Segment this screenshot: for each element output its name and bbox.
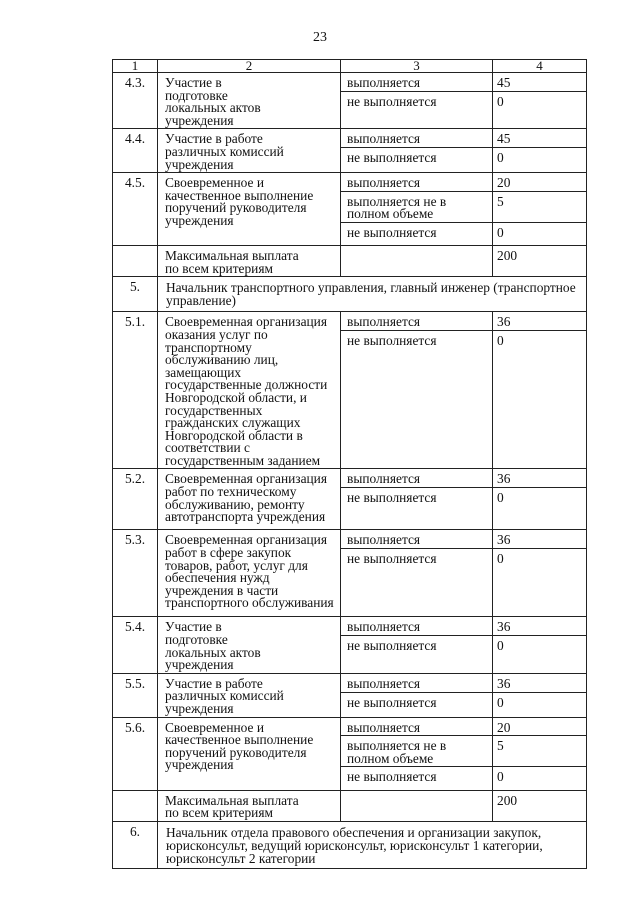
- value-text: 36: [497, 314, 511, 330]
- value-cell: [493, 767, 587, 790]
- row-number: [113, 129, 158, 173]
- status-cell: [341, 92, 493, 129]
- section-title-cell: [158, 821, 587, 868]
- value-text: 36: [497, 471, 511, 487]
- status-text: выполняется: [347, 532, 421, 548]
- row-number: [113, 617, 158, 673]
- criterion-text: Своевременная организация оказания услуг по транспортному обслуживанию лиц, замещающих государственные должности Новгородской области, и государственных гражданских служащих Новгородской области в соответствии с государственным заданием: [165, 314, 328, 468]
- criterion-text: Участие в подготовке локальных актов учреждения: [165, 619, 261, 673]
- value-text: 0: [497, 150, 504, 166]
- value-cell: [493, 549, 587, 617]
- value-text: 36: [497, 675, 511, 691]
- value-text: 0: [497, 490, 504, 506]
- status-cell: [341, 717, 493, 736]
- value-cell: [493, 312, 587, 331]
- row-number-text: 5.: [129, 279, 141, 295]
- table-row: [113, 312, 587, 331]
- value-cell: [493, 246, 587, 277]
- value-text: 45: [497, 131, 511, 147]
- value-cell: [493, 173, 587, 192]
- column-header-2: 2: [158, 60, 341, 73]
- criterion-cell: [158, 73, 341, 129]
- row-number-text: 5.1.: [124, 314, 146, 330]
- status-text: выполняется: [347, 175, 421, 191]
- status-cell: [341, 469, 493, 488]
- row-number: [113, 312, 158, 469]
- table-row: [113, 469, 587, 488]
- status-text: выполняется не в полном объеме: [347, 738, 447, 766]
- status-text: выполняется: [347, 131, 421, 147]
- status-cell: [341, 636, 493, 673]
- status-text: не выполняется: [347, 333, 437, 349]
- value-cell: [493, 717, 587, 736]
- status-text: не выполняется: [347, 224, 437, 240]
- status-cell: [341, 148, 493, 173]
- value-text: 0: [497, 769, 504, 785]
- criterion-text: Своевременная организация работ в сфере закупок товаров, работ, услуг для обеспечения нужд учреждения в части транспортного обслуживания: [165, 532, 334, 611]
- value-cell: [493, 617, 587, 636]
- status-cell: [341, 790, 493, 821]
- max-payment-row: [113, 246, 587, 277]
- status-text: не выполняется: [347, 150, 437, 166]
- value-text: 0: [497, 551, 504, 567]
- status-cell: [341, 736, 493, 767]
- value-cell: [493, 92, 587, 129]
- max-payment-label: Максимальная выплата по всем критериям: [165, 248, 299, 276]
- value-text: 36: [497, 619, 511, 635]
- value-text: 0: [497, 224, 504, 240]
- status-text: не выполняется: [347, 638, 437, 654]
- table-row: [113, 173, 587, 192]
- status-cell: [341, 617, 493, 636]
- section-row: [113, 277, 587, 312]
- criterion-cell: [158, 673, 341, 717]
- status-text: выполняется не в полном объеме: [347, 193, 447, 222]
- criterion-text: Участие в работе различных комиссий учреждения: [165, 675, 284, 717]
- status-cell: [341, 530, 493, 549]
- criterion-cell: [158, 617, 341, 673]
- status-text: выполняется: [347, 75, 421, 90]
- table-row: [113, 73, 587, 92]
- criterion-text: Участие в подготовке локальных актов учреждения: [165, 75, 261, 128]
- criterion-cell: [158, 790, 341, 821]
- row-number: [113, 790, 158, 821]
- status-text: не выполняется: [347, 490, 437, 506]
- value-text: 0: [497, 638, 504, 654]
- row-number: [113, 469, 158, 530]
- column-header-3: 3: [341, 60, 493, 73]
- column-header-4: 4: [493, 60, 587, 73]
- criterion-cell: [158, 469, 341, 530]
- value-cell: [493, 129, 587, 148]
- criterion-text: Своевременное и качественное выполнение поручений руководителя учреждения: [165, 175, 314, 228]
- value-cell: [493, 331, 587, 469]
- value-text: 20: [497, 175, 511, 191]
- value-cell: [493, 636, 587, 673]
- status-text: не выполняется: [347, 551, 437, 567]
- row-number: [113, 246, 158, 277]
- value-text: 45: [497, 75, 511, 90]
- table-row: [113, 617, 587, 636]
- criterion-text: Своевременное и качественное выполнение поручений руководителя учреждения: [165, 719, 314, 773]
- value-text: 0: [497, 333, 504, 349]
- row-number: [113, 173, 158, 246]
- value-text: 0: [497, 694, 504, 710]
- value-text: 5: [497, 738, 504, 754]
- status-text: не выполняется: [347, 694, 437, 710]
- row-number: [113, 717, 158, 790]
- criterion-cell: [158, 246, 341, 277]
- status-cell: [341, 549, 493, 617]
- section-title: Начальник отдела правового обеспечения и организации закупок, юрисконсульт, ведущий юрисконсульт, юрисконсульт 1 категории, юрисконсульт 2 категории: [166, 824, 543, 866]
- table-row: [113, 530, 587, 549]
- value-cell: [493, 790, 587, 821]
- max-payment-label: Максимальная выплата по всем критериям: [165, 792, 299, 821]
- max-payment-value: 200: [497, 248, 518, 264]
- value-cell: [493, 673, 587, 692]
- row-number: [113, 73, 158, 129]
- value-cell: [493, 469, 587, 488]
- criterion-text: Своевременная организация работ по техническому обслуживанию, ремонту автотранспорта учреждения: [165, 471, 328, 525]
- row-number: [113, 530, 158, 617]
- row-number-text: 5.3.: [124, 532, 146, 548]
- status-cell: [341, 191, 493, 222]
- value-text: 5: [497, 193, 504, 209]
- row-number-text: 5.4.: [124, 619, 146, 635]
- criterion-cell: [158, 530, 341, 617]
- value-cell: [493, 488, 587, 530]
- row-number-text: 4.5.: [124, 175, 146, 191]
- value-cell: [493, 530, 587, 549]
- status-cell: [341, 129, 493, 148]
- max-payment-value: 200: [497, 792, 518, 808]
- criterion-cell: [158, 312, 341, 469]
- status-text: выполняется: [347, 675, 421, 691]
- row-number-text: 5.2.: [124, 471, 146, 487]
- status-cell: [341, 767, 493, 790]
- row-number: [113, 821, 158, 868]
- criterion-cell: [158, 173, 341, 246]
- criteria-table: [112, 59, 587, 869]
- value-cell: [493, 148, 587, 173]
- row-number-text: 6.: [129, 823, 141, 839]
- criterion-text: Участие в работе различных комиссий учреждения: [165, 131, 284, 172]
- section-title: Начальник транспортного управления, главный инженер (транспортное управление): [166, 280, 576, 309]
- row-number-text: 4.3.: [124, 75, 146, 90]
- status-cell: [341, 222, 493, 245]
- value-cell: [493, 222, 587, 245]
- value-text: 36: [497, 532, 511, 548]
- table-row: [113, 129, 587, 148]
- value-cell: [493, 692, 587, 717]
- status-text: не выполняется: [347, 94, 437, 109]
- value-text: 0: [497, 94, 504, 109]
- row-number: [113, 673, 158, 717]
- status-cell: [341, 173, 493, 192]
- status-cell: [341, 673, 493, 692]
- value-cell: [493, 73, 587, 92]
- status-cell: [341, 246, 493, 277]
- row-number-text: 4.4.: [124, 131, 146, 147]
- column-header-1: 1: [113, 60, 158, 73]
- status-cell: [341, 331, 493, 469]
- section-row: [113, 821, 587, 868]
- criterion-cell: [158, 717, 341, 790]
- status-text: выполняется: [347, 719, 421, 735]
- status-cell: [341, 692, 493, 717]
- value-cell: [493, 736, 587, 767]
- status-text: не выполняется: [347, 769, 437, 785]
- header-row: [113, 60, 587, 73]
- criterion-cell: [158, 129, 341, 173]
- table-row: [113, 673, 587, 692]
- row-number-text: 5.5.: [124, 675, 146, 691]
- status-text: выполняется: [347, 471, 421, 487]
- page-number: 23: [313, 30, 327, 45]
- status-cell: [341, 312, 493, 331]
- table-row: [113, 717, 587, 736]
- value-cell: [493, 191, 587, 222]
- status-text: выполняется: [347, 314, 421, 330]
- max-payment-row: [113, 790, 587, 821]
- status-cell: [341, 73, 493, 92]
- row-number: [113, 277, 158, 312]
- value-text: 20: [497, 719, 511, 735]
- row-number-text: 5.6.: [124, 719, 146, 735]
- status-cell: [341, 488, 493, 530]
- status-text: выполняется: [347, 619, 421, 635]
- section-title-cell: [158, 277, 587, 312]
